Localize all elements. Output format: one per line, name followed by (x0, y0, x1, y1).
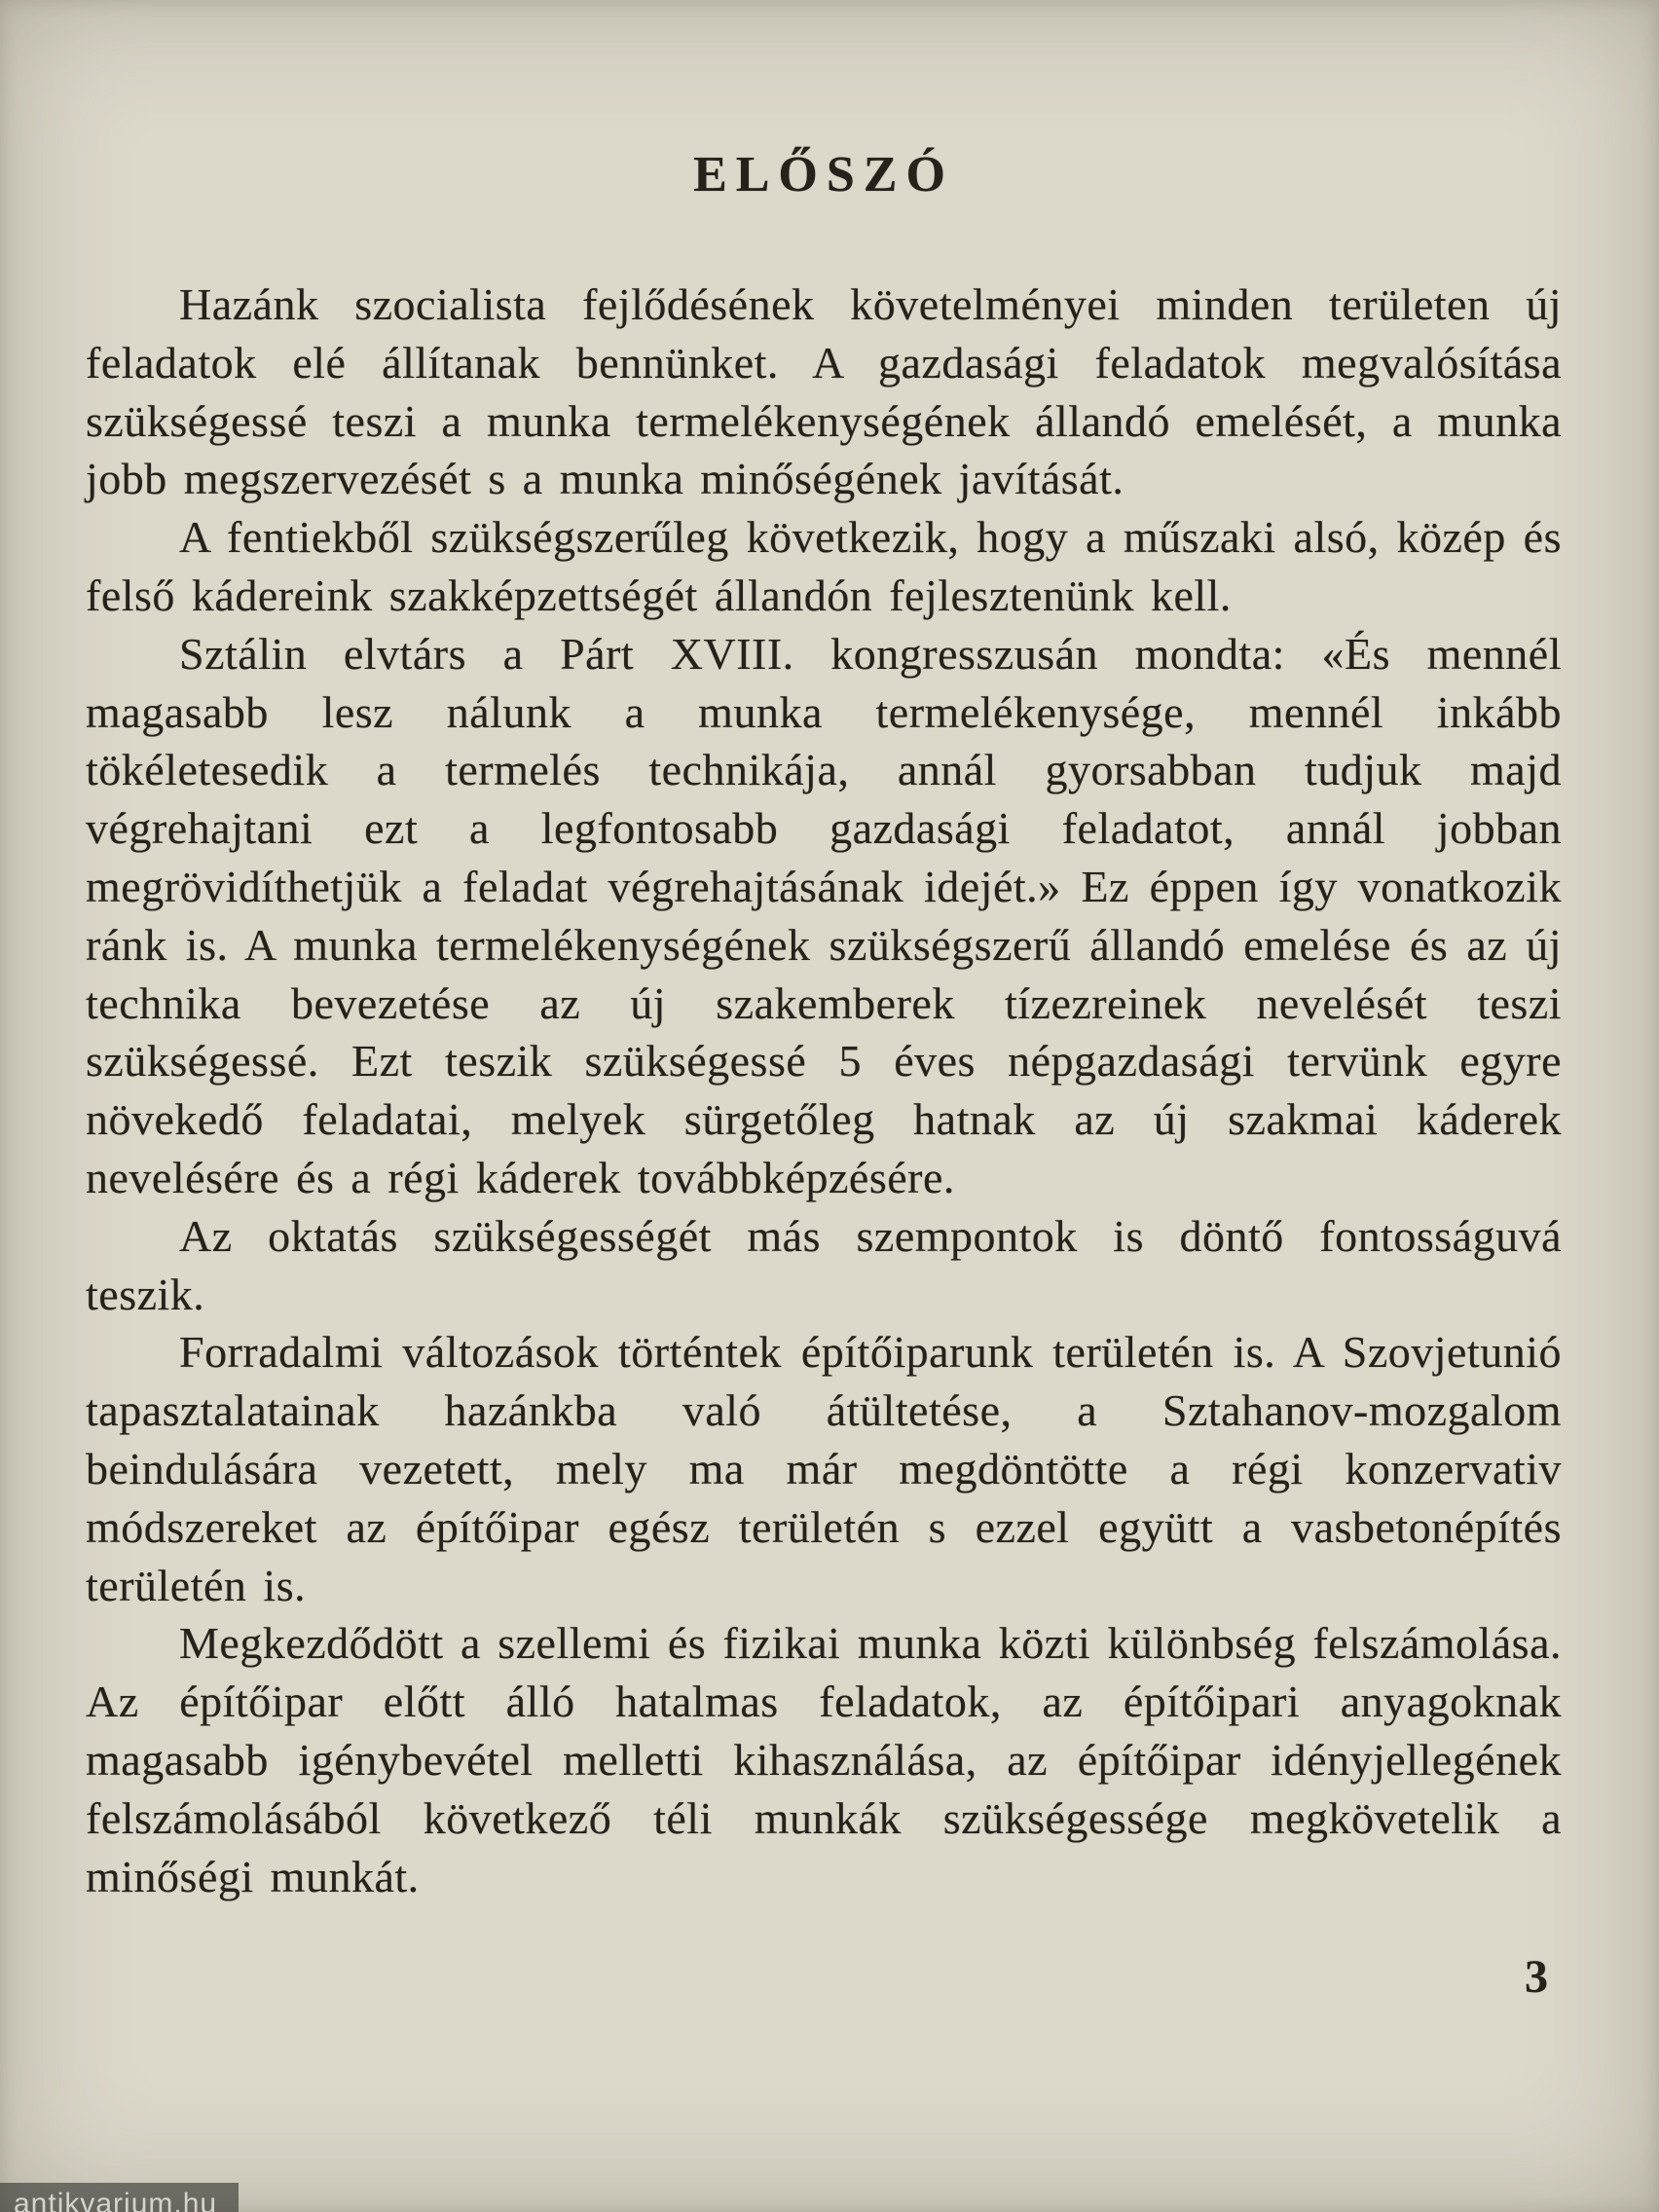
print-area (86, 146, 1562, 2004)
paragraph-6: Megkezdődött a szellemi és fizikai munka közti különbség felszámolása. Az építőipar előtt álló hatalmas feladatok, az építőipari anyagoknak magasabb igénybevétel melletti kihasználása, az építőipar idényjellegének felszámolásából következő téli munkák szükségessége megkövetelik a minőségi munkát. (86, 1618, 1562, 1901)
paragraph-5: Forradalmi változások történtek építőiparunk területén is. A Szovjetunió tapasztalatainak hazánkba való átültetése, a Sztahanov-mozgalom beindulására vezetett, mely ma már megdöntötte a régi konzervativ módszereket az építőipar egész területén s ezzel együtt a vasbetonépítés területén is. (86, 1327, 1562, 1610)
paragraph-3: Sztálin elvtárs a Párt XVIII. kongresszusán mondta: «És mennél magasabb lesz nálunk a munka termelékenysége, mennél inkább tökéletesedik a termelés technikája, annál gyorsabban tudjuk majd végrehajtani ezt a legfontosabb gazdasági feladatot, annál jobban megrövidíthetjük a feladat végrehajtásának idejét.» Ez éppen így vonatkozik ránk is. A munka termelékenységének szükségszerű állandó emelése és az új technika bevezetése az új szakemberek tízezreinek nevelését teszi szükségessé. Ezt teszik szükségessé 5 éves népgazdasági tervünk egyre növekedő feladatai, melyek sürgetőleg hatnak az új szakmai káderek nevelésére és a régi káderek továbbképzésére. (86, 628, 1562, 1202)
paragraph-2: A fentiekből szükségszerűleg következik, hogy a műszaki alsó, közép és felső kádereink szakképzettségét állandón fejlesztenünk kell. (86, 512, 1562, 620)
body-text (86, 276, 1562, 1905)
page-title: ELŐSZÓ (693, 147, 954, 203)
paragraph-4: Az oktatás szükségességét más szempontok is döntő fontosságuvá teszik. (86, 1210, 1562, 1319)
paragraph-1: Hazánk szocialista fejlődésének követelményei minden területen új feladatok elé állítanak bennünket. A gazdasági feladatok megvalósítása szükségessé teszi a munka termelékenységének állandó emelését, a munka jobb megszervezését s a munka minőségének javítását. (86, 279, 1562, 504)
page-number: 3 (1525, 1951, 1548, 2004)
antikvarium-watermark: antikvarium.hu (0, 2183, 239, 2212)
